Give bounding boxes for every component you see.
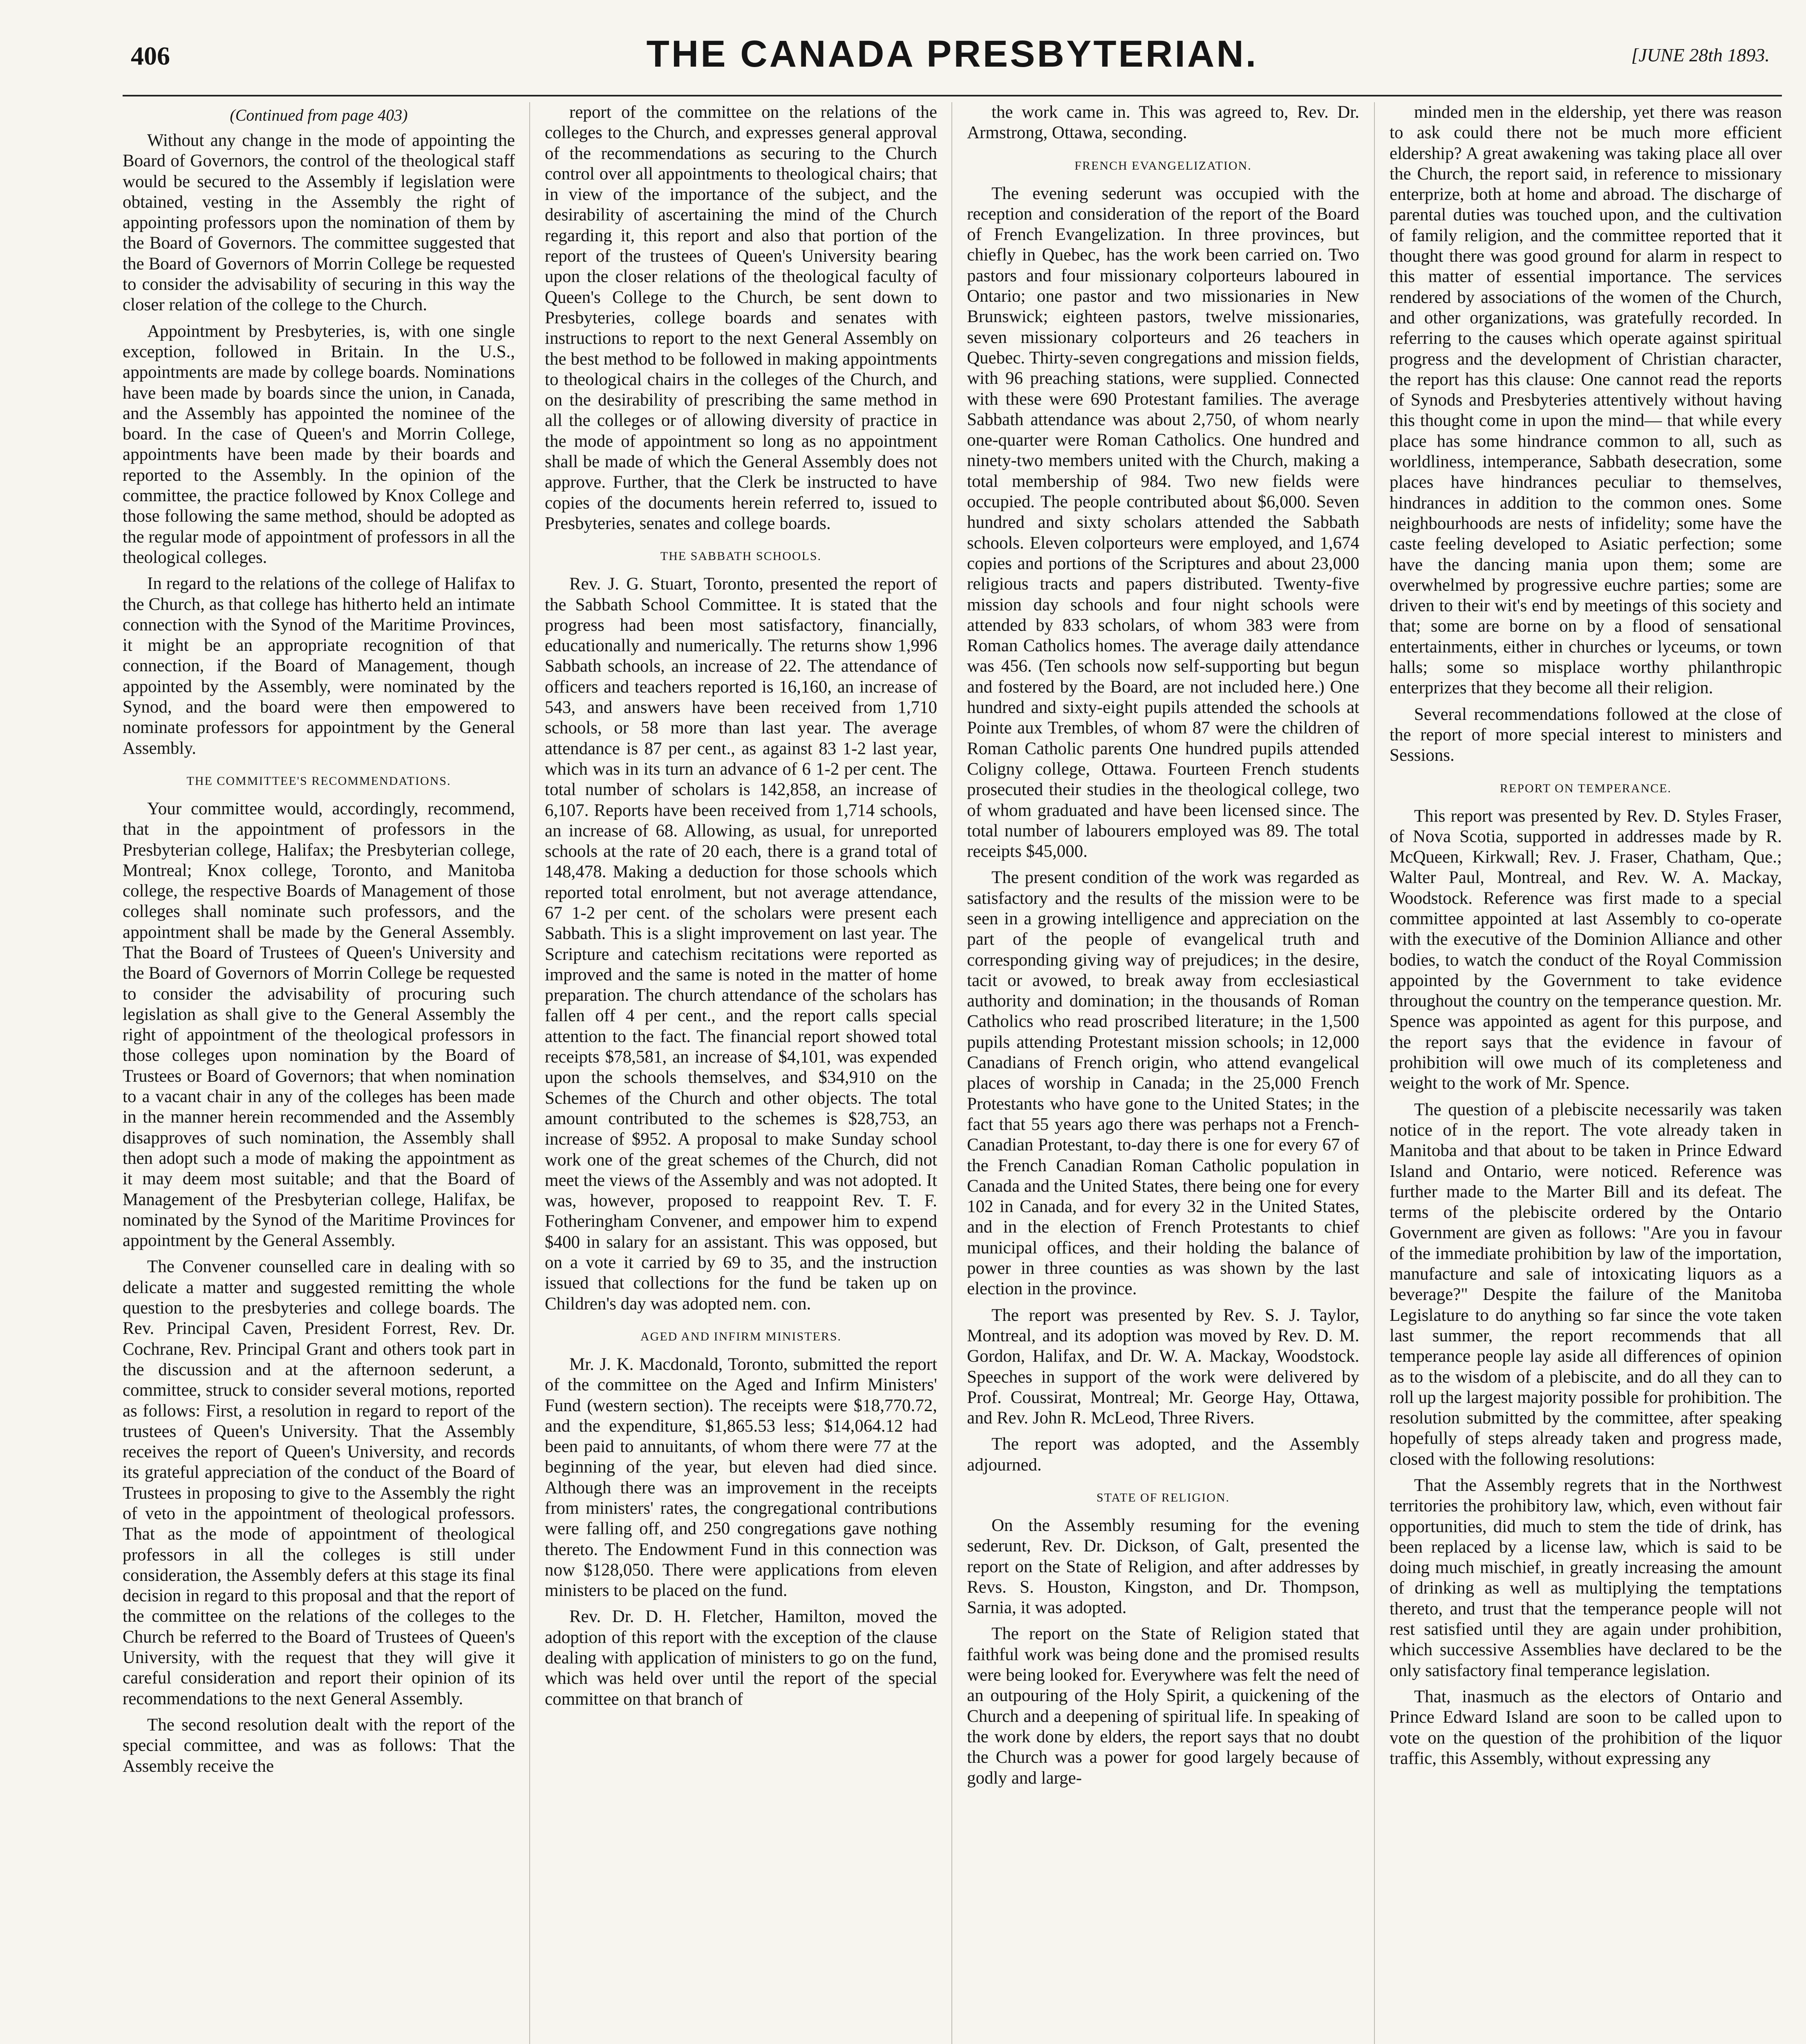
column-2 [545,102,937,2044]
column-divider [951,102,952,2044]
article-paragraph: The report was adopted, and the Assembly adjourned. [967,1434,1359,1475]
article-paragraph: Rev. J. G. Stuart, Toronto, presented the report of the Sabbath School Committee. It is stated that the progress had been most satisfactory, financially, educationally and numerically. The returns show 1,996 Sabbath schools, an increase of 22. The attendance of officers and teachers reported is 16,160, an increase of 543, and answers have been received from 1,710 schools, or 58 more than last year. The average attendance is 87 per cent., as against 83 1-2 last year, which was in its turn an advance of 6 1-2 per cent. The total number of scholars is 142,858, an increase of 6,107. Reports have been received from 1,714 schools, an increase of 68. Allowing, as usual, for unreported schools at the rate of 20 each, there is a grand total of 148,478. Making a deduction for those schools which reported total enrolment, but not average attendance, 67 1-2 per cent. of the scholars were present each Sabbath. This is a slight improvement on last year. The Scripture and catechism recitations were reported as improved and the same is noted in the matter of home preparation. The church attendance of the scholars has fallen off 4 per cent., and the report calls special attention to the fact. The financial report showed total receipts $78,581, an increase of $4,101, was expended upon the schools themselves, and $34,910 on the Schemes of the Church and other objects. The total amount contributed to the schemes is $28,753, an increase of $952. A proposal to make Sunday school work one of the great schemes of the Church, did not meet the views of the Assembly and was not adopted. It was, however, proposed to reappoint Rev. T. F. Fotheringham Convener, and empower him to expend $400 in salary for an assistant. This was opposed, but on a vote it carried by 69 to 35, and the instruction issued that collections for the fund be taken up on Children's day was adopted nem. con. [545,574,937,1313]
article-paragraph: The evening sederunt was occupied with the reception and consideration of the report of the Board of French Evangelization. In three provinces, but chiefly in Quebec, has the work been carried on. Two pastors and four missionary colporteurs laboured in Ontario; one pastor and two missionaries in New Brunswick; eighteen pastors, twelve missionaries, seven missionary colporteurs and 26 teachers in Quebec. Thirty-seven congregations and mission fields, with 96 preaching stations, were supplied. Connected with these were 690 Protestant families. The average Sabbath attendance was about 2,750, of whom nearly one-quarter were Roman Catholics. One hundred and ninety-two members united with the Church, making a total membership of 984. Two new fields were occupied. The people contributed about $6,000. Seven hundred and sixty scholars attended the Sabbath schools. Eleven colporteurs were employed, and 1,674 copies and portions of the Scriptures and about 23,000 religious tracts and papers distributed. Twenty-five mission day schools and four night schools were attended by 833 scholars, of whom 383 were from Roman Catholics homes. The average daily attendance was 456. (Ten schools now self-supporting but begun and fostered by the Board, are not included here.) One hundred and sixty-eight pupils attended the schools at Pointe aux Trembles, of whom 87 were the children of Roman Catholic parents One hundred pupils attended Coligny college, Ottawa. Fourteen French students prosecuted their studies in the theological college, two of whom graduated and have been licensed since. The total number of labourers employed was 89. The total receipts $45,000. [967,184,1359,861]
column-divider [1374,102,1375,2044]
article-paragraph: That, inasmuch as the electors of Ontario and Prince Edward Island are soon to be called upon to vote on the question of the prohibition of the liquor traffic, this Assembly, without expressing any [1390,1687,1782,1768]
article-paragraph: Appointment by Presbyteries, is, with one single exception, followed in Britain. In the U.S., appointments are made by college boards. Nominations have been made by boards since the union, in Canada, and the Assembly has appointed the nominee of the board. In the case of Queen's and Morrin College, appointments have been made by their boards and reported to the Assembly. In the opinion of the committee, the practice followed by Knox College and those following the same method, should be adopted as the regular mode of appointment of professors in all the theological colleges. [123,321,515,567]
issue-date: [JUNE 28th 1893. [1631,45,1770,65]
column-divider [529,102,530,2044]
article-paragraph: On the Assembly resuming for the evening sederunt, Rev. Dr. Dickson, of Galt, presented the report on the State of Religion, and after addresses by Revs. S. Houston, Kingston, and Dr. Thompson, Sarnia, it was adopted. [967,1516,1359,1618]
section-heading: AGED AND INFIRM MINISTERS. [640,1329,842,1343]
article-columns [123,102,1782,2044]
article-paragraph: Rev. Dr. D. H. Fletcher, Hamilton, moved the adoption of this report with the exception of the clause dealing with application of ministers to go on the fund, which was held over until the report of the special committee on that branch of [545,1607,937,1709]
article-paragraph: The present condition of the work was regarded as satisfactory and the results of the mission were to be seen in a growing intelligence and appreciation on the part of the people of evangelical truth and corresponding giving way of prejudices; in the desire, tacit or avowed, to break away from ecclesiastical authority and domination; in the thousands of Roman Catholics who read proscribed literature; in the 1,500 pupils attending Protestant mission schools; in 12,000 Canadians of French origin, who attend evangelical places of worship in Canada; in the 25,000 French Protestants who have gone to the United States; in the fact that 55 years ago there was perhaps not a French-Canadian Protestant, to-day there is one for every 67 of the French Canadian Roman Catholic population in Canada and the United States, there being one for every 102 in Canada, and for every 32 in the United States, and in the election of French Protestants to chief municipal offices, and their holding the balance of power in three counties as was shown by the last election in the province. [967,868,1359,1299]
column-3 [967,102,1359,2044]
article-paragraph: minded men in the eldership, yet there was reason to ask could there not be much more efficient eldership? A great awakening was taking place all over the Church, the report said, in reference to missionary enterprize, both at home and abroad. The discharge of parental duties was touched upon, and the cultivation of family religion, and the committee reported that it thought there was good ground for alarm in respect to this matter of essential importance. The services rendered by associations of the women of the Church, and other organizations, was gratefully recorded. In referring to the causes which operate against spiritual progress and the development of Christian character, the report has this clause: One cannot read the reports of Synods and Presbyteries attentively without having this thought come in upon the mind— that while every place has some hindrance common to all, such as worldliness, intemperance, Sabbath desecration, some places have hindrances peculiar to themselves, hindrances in addition to the common ones. Some neighbourhoods are nests of infidelity; some have the caste feeling developed to Asiatic perfection; some have the dancing mania upon them; some are overwhelmed by progressive euchre parties; some are driven to their wit's end by meetings of this society and that; some are borne on by a flood of sensational entertainments, either in churches or lyceums, or town halls; some so misplace worthy philanthropic enterprizes that they become all their religion. [1390,103,1782,698]
masthead [123,33,1782,98]
section-heading: THE COMMITTEE'S RECOMMENDATIONS. [186,774,451,788]
article-paragraph: The report on the State of Religion stated that faithful work was being done and the promised results were being looked for. Everywhere was felt the need of an outpouring of the Holy Spirit, a quickening of the Church and a deepening of spiritual life. In speaking of the work done by elders, the report says that no doubt the Church was a power for good largely because of godly and large- [967,1624,1359,1788]
article-paragraph: The Convener counselled care in dealing with so delicate a matter and suggested remitting the whole question to the presbyteries and college boards. The Rev. Principal Caven, President Forrest, Rev. Dr. Cochrane, Rev. Principal Grant and others took part in the discussion and at the afternoon sederunt, a committee, struck to consider several motions, reported as follows: First, a resolution in regard to report of the trustees of Queen's University. That the Assembly receives the report of Queen's University, and records its grateful appreciation of the conduct of the Board of Trustees in proposing to give to the Assembly the right of veto in the appointment of theological professors. That as the mode of appointment of theological professors in all the colleges is still under consideration, the Assembly defers at this stage its final decision in regard to this proposal and that the report of the committee on the relations of the colleges to the Church be referred to the Board of Trustees of Queen's University, with the request that they will give it careful consideration and report their opinion of its recommendations to the next General Assembly. [123,1257,515,1708]
column-4 [1390,102,1782,2044]
section-heading: FRENCH EVANGELIZATION. [1074,159,1252,173]
article-paragraph: report of the committee on the relations of the colleges to the Church, and expresses general approval of the recommendations as securing to the Church control over all appointments to theological chairs; that in view of the importance of the subject, and the desirability of ascertaining the mind of the Church regarding it, this report and also that portion of the report of the trustees of Queen's University bearing upon the closer relations of the theological faculty of Queen's College to the Church, be sent down to Presbyteries, college boards and senates with instructions to report to the next General Assembly on the best method to be followed in making appointments to theological chairs in the colleges of the Church, and on the desirability of prescribing the same method in all the colleges or of allowing diversity of practice in the mode of appointment so long as no appointment shall be made of which the General Assembly does not approve. Further, that the Clerk be instructed to have copies of the documents herein referred to, issued to Presbyteries, senates and college boards. [545,103,937,533]
article-paragraph: the work came in. This was agreed to, Rev. Dr. Armstrong, Ottawa, seconding. [967,103,1359,143]
article-paragraph: That the Assembly regrets that in the Northwest territories the prohibitory law, which, even without fair opportunities, did much to stem the tide of drink, has been replaced by a license law, which is said to be doing much mischief, in greatly increasing the amount of drinking as well as multiplying the temptations thereto, and trust that the temperance people will not rest satisfied until they are again under prohibition, which successive Assemblies have declared to be the only satisfactory final temperance legislation. [1390,1476,1782,1680]
section-heading: THE SABBATH SCHOOLS. [660,549,822,563]
article-paragraph: This report was presented by Rev. D. Styles Fraser, of Nova Scotia, supported in addresses made by R. McQueen, Kirkwall; Rev. J. Fraser, Chatham, Que.; Walter Paul, Montreal, and Rev. W. A. Mackay, Woodstock. Reference was first made to a special committee appointed at last Assembly to co-operate with the executive of the Dominion Alliance and other bodies, to watch the conduct of the Royal Commission appointed by the Government to take evidence throughout the country on the temperance question. Mr. Spence was appointed as agent for this purpose, and the report says that the evidence in favour of prohibition will owe much of its completeness and weight to the work of Mr. Spence. [1390,806,1782,1093]
article-paragraph: Mr. J. K. Macdonald, Toronto, submitted the report of the committee on the Aged and Infirm Ministers' Fund (western section). The receipts were $18,770.72, and the expenditure, $1,865.53 less; $14,064.12 had been paid to annuitants, of whom there were 77 at the beginning of the year, but eleven had died since. Although there was an improvement in the receipts from ministers' rates, the congregational contributions were falling off, and 250 congregations gave nothing thereto. The Endowment Fund in this connection was now $128,050. There were applications from eleven ministers to be placed on the fund. [545,1354,937,1600]
article-paragraph: Without any change in the mode of appointing the Board of Governors, the control of the theological staff would be secured to the Assembly if legislation were obtained, vesting in the Assembly the right of appointing professors upon the nomination of them by the Board of Governors. The committee suggested that the Board of Governors of Morrin College be requested to consider the advisability of securing in this way the closer relation of the college to the Church. [123,131,515,315]
article-paragraph: The report was presented by Rev. S. J. Taylor, Montreal, and its adoption was moved by Rev. D. M. Gordon, Halifax, and Dr. W. A. Mackay, Woodstock. Speeches in support of the work were delivered by Prof. Coussirat, Montreal; Mr. George Hay, Ottawa, and Rev. John R. McLeod, Three Rivers. [967,1305,1359,1428]
article-paragraph: Several recommendations followed at the close of the report of more special interest to ministers and Sessions. [1390,704,1782,765]
continued-note: (Continued from page 403) [230,106,408,124]
article-paragraph: The second resolution dealt with the report of the special committee, and was as follows: That the Assembly receive the [123,1715,515,1776]
article-paragraph: The question of a plebiscite necessarily was taken notice of in the report. The vote already taken in Manitoba and that about to be taken in Prince Edward Island and Ontario, were noticed. Reference was further made to the Marter Bill and its defeat. The terms of the plebiscite ordered by the Ontario Government are given as follows: "Are you in favour of the immediate prohibition by law of the importation, manufacture and sale of intoxicating liquors as a beverage?" Despite the failure of the Manitoba Legislature to do anything so far since the vote taken last summer, the report recommends that all temperance people lay aside all differences of opinion as to the wisdom of a plebiscite, and do all they can to roll up the largest majority possible for prohibition. The resolution submitted by the committee, after speaking hopefully of steps already taken and progress made, closed with the following resolutions: [1390,1100,1782,1469]
page-number: 406 [131,41,170,70]
section-heading: STATE OF RELIGION. [1096,1491,1230,1504]
newspaper-title: THE CANADA PRESBYTERIAN. [646,33,1258,75]
article-paragraph: Your committee would, accordingly, recommend, that in the appointment of professors in the Presbyterian college, Halifax; the Presbyterian college, Montreal; Knox college, Toronto, and Manitoba college, the respective Boards of Management of those colleges shall nominate such professors, and the appointment shall be made by the General Assembly. That the Board of Trustees of Queen's University and the Board of Governors of Morrin College be requested to consider the advisability of procuring such legislation as shall give to the General Assembly the right of appointment of the theological professors in those colleges upon nomination by the Board of Trustees or Board of Governors; that when nomination to a vacant chair in any of the colleges has been made in the manner herein recommended and the Assembly disapproves of such nomination, the Assembly shall then adopt such a mode of making the appointment as it may deem most suitable; and that the Board of Management of the Presbyterian college, Halifax, be nominated by the Synod of the Maritime Provinces for appointment by the General Assembly. [123,799,515,1251]
section-heading: REPORT ON TEMPERANCE. [1500,781,1672,795]
masthead-rule [123,95,1782,96]
column-1 [123,102,515,2044]
article-paragraph: In regard to the relations of the college of Halifax to the Church, as that college has hitherto held an intimate connection with the Synod of the Maritime Provinces, it might be an appropriate recognition of that connection, if the Board of Management, though appointed by the Assembly, were nominated by the Synod, and the board were then empowered to nominate professors for appointment by the General Assembly. [123,574,515,758]
